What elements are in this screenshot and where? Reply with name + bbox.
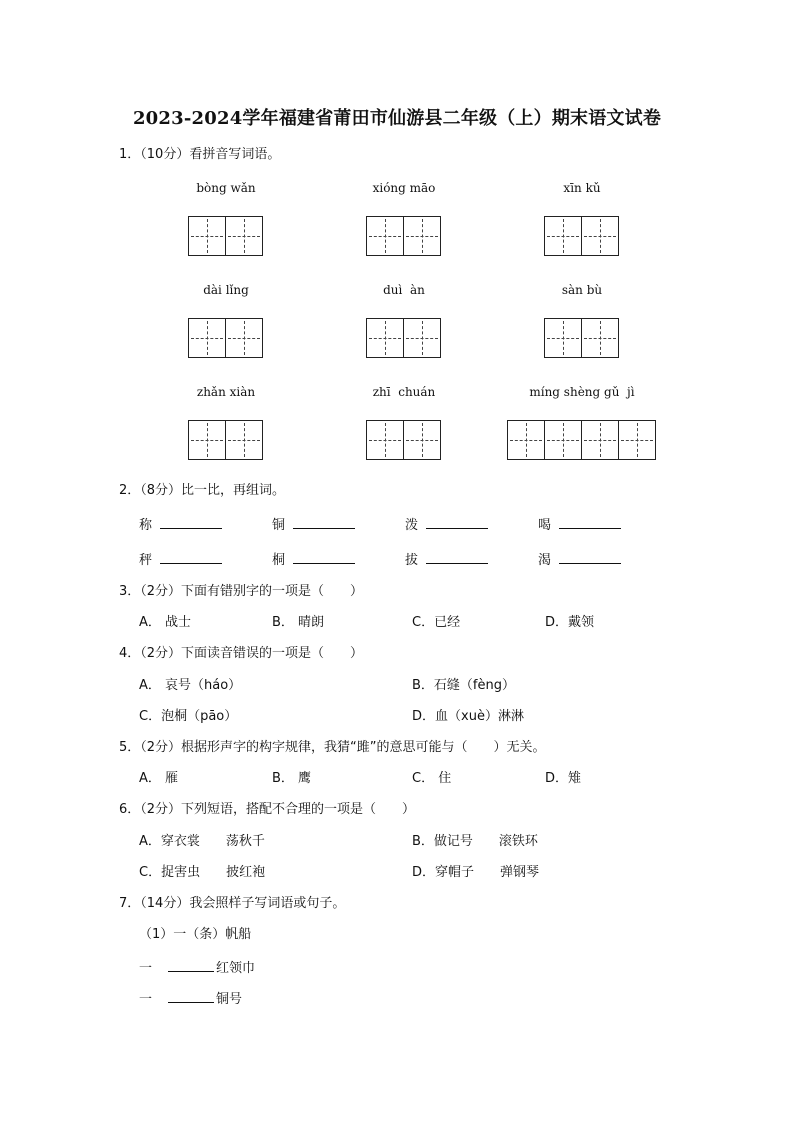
answer-blank[interactable] (426, 550, 488, 564)
pinyin-2: xióng māo (372, 181, 436, 195)
option-a[interactable]: A． 战士 (139, 615, 192, 630)
writing-grid-6[interactable] (544, 318, 619, 358)
option-c[interactable] (139, 864, 265, 882)
answer-blank[interactable] (559, 550, 621, 564)
char-label: 铜 (272, 518, 286, 533)
answer-blank[interactable] (160, 515, 222, 529)
option-d[interactable]: D．雉 (545, 771, 582, 786)
compare-item (272, 550, 355, 570)
option-phrase-1: B．做记号 (412, 834, 473, 849)
option-c[interactable]: C． 住 (412, 771, 452, 786)
option-phrase-2: 滚铁环 (498, 834, 538, 849)
compare-item (405, 550, 488, 570)
compare-item (272, 515, 355, 535)
pinyin-5: duì àn (383, 283, 425, 297)
word: 铜号 (216, 992, 243, 1007)
fill-line (139, 989, 242, 1009)
writing-grid-3[interactable] (544, 216, 619, 256)
option-a[interactable]: A． 哀号（háo） (139, 678, 242, 693)
compare-item (139, 515, 222, 535)
option-c[interactable]: C．已经 (412, 615, 461, 630)
question-6-stem: 6．（2分）下列短语，搭配不合理的一项是（ ） (119, 802, 416, 817)
writing-grid-7[interactable] (188, 420, 263, 460)
question-5-stem: 5．（2分）根据形声字的构字规律，我猜“雎”的意思可能与（ ）无关。 (119, 740, 546, 755)
pinyin-8: zhī chuán (372, 385, 436, 399)
option-phrase-2: 披红袍 (226, 865, 266, 880)
answer-blank[interactable] (168, 989, 214, 1003)
compare-item (538, 550, 621, 570)
pinyin-6: sàn bù (561, 283, 603, 297)
answer-blank[interactable] (293, 515, 355, 529)
option-c[interactable]: C．泡桐（pāo） (139, 709, 238, 724)
answer-blank[interactable] (160, 550, 222, 564)
option-phrase-2: 弹钢琴 (500, 865, 540, 880)
char-label: 桐 (272, 553, 286, 568)
option-b[interactable]: B． 晴朗 (272, 615, 325, 630)
char-label: 喝 (538, 518, 552, 533)
option-a[interactable] (139, 833, 265, 851)
char-label: 称 (139, 518, 153, 533)
writing-grid-4[interactable] (188, 318, 263, 358)
answer-blank[interactable] (426, 515, 488, 529)
pinyin-7: zhǎn xiàn (196, 385, 256, 399)
writing-grid-1[interactable] (188, 216, 263, 256)
question-3-stem: 3．（2分）下面有错别字的一项是（ ） (119, 584, 364, 599)
option-d[interactable]: D．戴领 (545, 615, 595, 630)
writing-grid-2[interactable] (366, 216, 441, 256)
answer-blank[interactable] (293, 550, 355, 564)
question-2-stem: 2．（8分）比一比，再组词。 (119, 483, 286, 498)
word: 红领巾 (216, 961, 256, 976)
char-label: 泼 (405, 518, 419, 533)
pinyin-4: dài lǐng (203, 283, 249, 297)
fill-line (139, 958, 255, 978)
writing-grid-5[interactable] (366, 318, 441, 358)
option-phrase-2: 荡秋千 (225, 834, 265, 849)
option-b[interactable]: B． 鹰 (272, 771, 312, 786)
option-b[interactable]: B．石缝（fèng） (412, 678, 515, 693)
compare-item (405, 515, 488, 535)
answer-blank[interactable] (168, 958, 214, 972)
question-4-stem: 4．（2分）下面读音错误的一项是（ ） (119, 646, 364, 661)
example-line: （1）一（条）帆船 (139, 927, 252, 942)
char-label: 渴 (538, 553, 552, 568)
question-7-stem: 7．（14分）我会照样子写词语或句子。 (119, 896, 346, 911)
compare-item (538, 515, 621, 535)
compare-item (139, 550, 222, 570)
option-phrase-1: D．穿帽子 (412, 865, 475, 880)
writing-grid-9[interactable] (507, 420, 656, 460)
question-1-stem: 1．（10分）看拼音写词语。 (119, 147, 281, 162)
option-phrase-1: A．穿衣裳 (139, 834, 200, 849)
pinyin-1: bòng wǎn (196, 181, 256, 195)
char-label: 秤 (139, 553, 153, 568)
prefix: 一 (139, 992, 153, 1007)
pinyin-9: míng shèng gǔ jì (529, 385, 635, 399)
char-label: 拔 (405, 553, 419, 568)
pinyin-3: xīn kǔ (563, 181, 601, 195)
option-b[interactable] (412, 833, 538, 851)
prefix: 一 (139, 961, 153, 976)
answer-blank[interactable] (559, 515, 621, 529)
option-d[interactable] (412, 864, 539, 882)
option-phrase-1: C．捉害虫 (139, 865, 201, 880)
exam-title: 2023-2024学年福建省莆田市仙游县二年级（上）期末语文试卷 (132, 108, 662, 129)
option-a[interactable]: A． 雁 (139, 771, 179, 786)
writing-grid-8[interactable] (366, 420, 441, 460)
option-d[interactable]: D．血（xuè）淋淋 (412, 709, 524, 724)
